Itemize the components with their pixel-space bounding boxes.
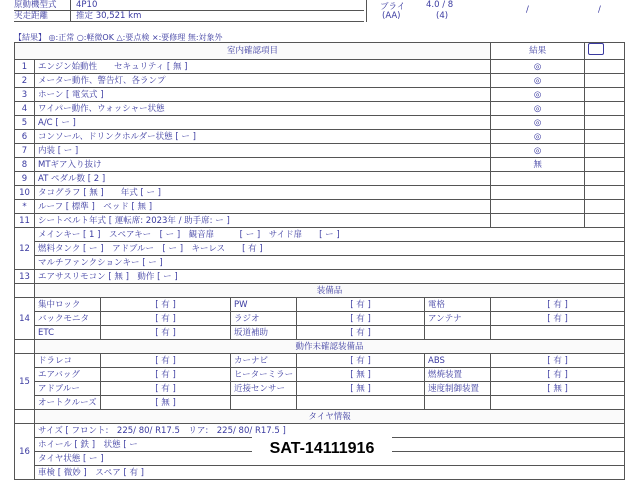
equipment-name xyxy=(425,326,491,340)
equipment-value: [ 有 ] xyxy=(101,354,231,368)
row-number: 14 xyxy=(15,298,35,340)
equipment-value: [ 有 ] xyxy=(491,368,625,382)
item-extra xyxy=(585,200,625,214)
header-value: 4P10 xyxy=(76,0,98,10)
item-text: ホーン [ 電気式 ] xyxy=(35,88,491,102)
table-row xyxy=(15,228,625,242)
header-label: 原動機型式 xyxy=(14,0,71,11)
key-info-line: 燃料タンク [ ー ] アドブルー [ ー ] キーレス [ 有 ] xyxy=(35,242,625,256)
item-text: エアサスリモコン [ 無 ] 動作 [ ー ] xyxy=(35,270,625,284)
item-text: 内装 [ ー ] xyxy=(35,144,491,158)
item-text: ルーフ [ 標準 ] ベッド [ 無 ] xyxy=(35,200,491,214)
inspection-table xyxy=(14,42,625,480)
table-row xyxy=(15,256,625,270)
section-title: 装備品 xyxy=(35,284,625,298)
item-extra xyxy=(585,116,625,130)
table-row xyxy=(15,354,625,368)
section-header-row xyxy=(15,284,625,298)
table-row xyxy=(15,270,625,284)
item-text: タコグラフ [ 無 ] 年式 [ ー ] xyxy=(35,186,491,200)
equipment-name: 電格 xyxy=(425,298,491,312)
item-extra xyxy=(585,74,625,88)
equipment-value: [ 有 ] xyxy=(297,312,425,326)
item-result xyxy=(491,200,585,214)
item-result: ◎ xyxy=(491,144,585,158)
header-right-text: / xyxy=(526,5,529,15)
header-info xyxy=(14,0,624,22)
item-result xyxy=(491,172,585,186)
tire-info-line: サイズ [ フロント: 225/ 80/ R17.5 リア: 225/ 80/ R17.5 ] xyxy=(35,424,625,438)
document-icon xyxy=(588,43,604,55)
row-number: 1 xyxy=(15,60,35,74)
table-row xyxy=(15,466,625,480)
equipment-value: [ 無 ] xyxy=(297,382,425,396)
row-number: 12 xyxy=(15,228,35,270)
item-result: ◎ xyxy=(491,88,585,102)
table-row xyxy=(15,200,625,214)
row-number: 11 xyxy=(15,214,35,228)
section-spacer xyxy=(15,284,35,298)
tire-info-line: ホイール [ 鉄 ] 状態 [ ー xyxy=(35,438,625,452)
equipment-value: [ 有 ] xyxy=(297,326,425,340)
row-number: 16 xyxy=(15,424,35,480)
section-spacer xyxy=(15,340,35,354)
equipment-value xyxy=(491,326,625,340)
header-right-text: (AA) xyxy=(382,11,401,21)
item-text: コンソール、ドリンクホルダー状態 [ ー ] xyxy=(35,130,491,144)
equipment-name: アンテナ xyxy=(425,312,491,326)
item-text: エンジン始動性 セキュリティ [ 無 ] xyxy=(35,60,491,74)
section-title: 動作未確認装備品 xyxy=(35,340,625,354)
row-number: 7 xyxy=(15,144,35,158)
item-extra xyxy=(585,186,625,200)
table-row xyxy=(15,186,625,200)
header-label: 実走距離 xyxy=(14,11,71,22)
table-row xyxy=(15,214,625,228)
item-extra xyxy=(585,130,625,144)
row-number: 3 xyxy=(15,88,35,102)
section-title: タイヤ情報 xyxy=(35,410,625,424)
table-row xyxy=(15,60,625,74)
row-number: 15 xyxy=(15,354,35,410)
table-row xyxy=(15,242,625,256)
row-number: 6 xyxy=(15,130,35,144)
section-header-row xyxy=(15,340,625,354)
table-row xyxy=(15,88,625,102)
equipment-name: 速度制御装置 xyxy=(425,382,491,396)
header-right-text: (4) xyxy=(436,11,449,21)
item-result xyxy=(491,186,585,200)
section-header-row xyxy=(15,410,625,424)
equipment-value: [ 有 ] xyxy=(491,354,625,368)
item-extra xyxy=(585,60,625,74)
table-row xyxy=(15,298,625,312)
row-number: 13 xyxy=(15,270,35,284)
equipment-name xyxy=(425,396,491,410)
equipment-name: カーナビ xyxy=(231,354,297,368)
equipment-name: ラジオ xyxy=(231,312,297,326)
table-row xyxy=(15,130,625,144)
equipment-name: オートクルーズ xyxy=(35,396,101,410)
row-number: 5 xyxy=(15,116,35,130)
equipment-value: [ 有 ] xyxy=(297,354,425,368)
equipment-value: [ 有 ] xyxy=(491,298,625,312)
item-extra xyxy=(585,88,625,102)
table-row xyxy=(15,102,625,116)
table-row xyxy=(15,368,625,382)
equipment-value: [ 有 ] xyxy=(101,368,231,382)
table-row xyxy=(15,172,625,186)
header-value: 推定 30,521 km xyxy=(76,11,142,21)
item-extra xyxy=(585,102,625,116)
corner-cell xyxy=(585,43,625,60)
tire-info-line: 車検 [ 微妙 ] スペア [ 有 ] xyxy=(35,466,625,480)
equipment-name xyxy=(231,396,297,410)
item-extra xyxy=(585,214,625,228)
equipment-name: バックモニタ xyxy=(35,312,101,326)
equipment-name: アドブルー xyxy=(35,382,101,396)
row-number: 2 xyxy=(15,74,35,88)
result-column-header: 結果 xyxy=(491,43,585,60)
item-result: ◎ xyxy=(491,116,585,130)
row-number: 8 xyxy=(15,158,35,172)
table-row xyxy=(15,382,625,396)
row-number: 9 xyxy=(15,172,35,186)
equipment-name: 近接センサー xyxy=(231,382,297,396)
section-title: 室内確認項目 xyxy=(15,43,491,60)
item-result: ◎ xyxy=(491,102,585,116)
item-text: メーター動作、警告灯、各ランプ xyxy=(35,74,491,88)
section-spacer xyxy=(15,410,35,424)
item-text: AT ペダル数 [ 2 ] xyxy=(35,172,491,186)
equipment-value: [ 有 ] xyxy=(101,382,231,396)
equipment-value xyxy=(491,396,625,410)
equipment-name: ABS xyxy=(425,354,491,368)
table-row xyxy=(15,396,625,410)
header-right-text: / xyxy=(598,5,601,15)
table-row xyxy=(15,116,625,130)
row-number: 4 xyxy=(15,102,35,116)
item-result: 無 xyxy=(491,158,585,172)
equipment-value: [ 有 ] xyxy=(491,312,625,326)
equipment-name: ドラレコ xyxy=(35,354,101,368)
item-result: ◎ xyxy=(491,74,585,88)
key-info-line: メインキー [ 1 ] スペアキー [ ー ] 観音扉 [ ー ] サイド扉 [ ー ] xyxy=(35,228,625,242)
item-text: A/C [ ー ] xyxy=(35,116,491,130)
row-number: 10 xyxy=(15,186,35,200)
row-number: * xyxy=(15,200,35,214)
equipment-value: [ 有 ] xyxy=(101,298,231,312)
equipment-value: [ 有 ] xyxy=(101,312,231,326)
result-legend: 【結果】 ◎:正常 ○:軽微OK △:要点検 ×:要修理 無:対象外 xyxy=(14,33,223,42)
item-text: MTギア入り抜け xyxy=(35,158,491,172)
equipment-value xyxy=(297,396,425,410)
key-info-line: マルチファンクションキー [ ー ] xyxy=(35,256,625,270)
table-row xyxy=(15,158,625,172)
equipment-name: 集中ロック xyxy=(35,298,101,312)
table-row xyxy=(15,312,625,326)
equipment-value: [ 有 ] xyxy=(297,298,425,312)
header-right-text: ブライ xyxy=(380,2,406,12)
item-text: ワイパー動作、ウォッシャー状態 xyxy=(35,102,491,116)
item-extra xyxy=(585,172,625,186)
section-header-row xyxy=(15,43,625,60)
equipment-value: [ 無 ] xyxy=(297,368,425,382)
item-result xyxy=(491,214,585,228)
table-row xyxy=(15,144,625,158)
equipment-name: PW xyxy=(231,298,297,312)
equipment-name: ETC xyxy=(35,326,101,340)
item-extra xyxy=(585,144,625,158)
tire-info-line: タイヤ状態 [ ー ] xyxy=(35,452,625,466)
equipment-value: [ 無 ] xyxy=(491,382,625,396)
equipment-name: エアバッグ xyxy=(35,368,101,382)
item-result: ◎ xyxy=(491,60,585,74)
equipment-name: 燃焼装置 xyxy=(425,368,491,382)
header-right-text: 4.0 / 8 xyxy=(426,0,454,10)
item-extra xyxy=(585,158,625,172)
equipment-name: 坂道補助 xyxy=(231,326,297,340)
table-row xyxy=(15,74,625,88)
equipment-value: [ 無 ] xyxy=(101,396,231,410)
table-row xyxy=(15,326,625,340)
stock-number-watermark: SAT-14111916 xyxy=(252,436,392,462)
item-text: シートベルト年式 [ 運転席: 2023年 / 助手席: ー ] xyxy=(35,214,491,228)
equipment-name: ヒーターミラー xyxy=(231,368,297,382)
item-result: ◎ xyxy=(491,130,585,144)
equipment-value: [ 有 ] xyxy=(101,326,231,340)
